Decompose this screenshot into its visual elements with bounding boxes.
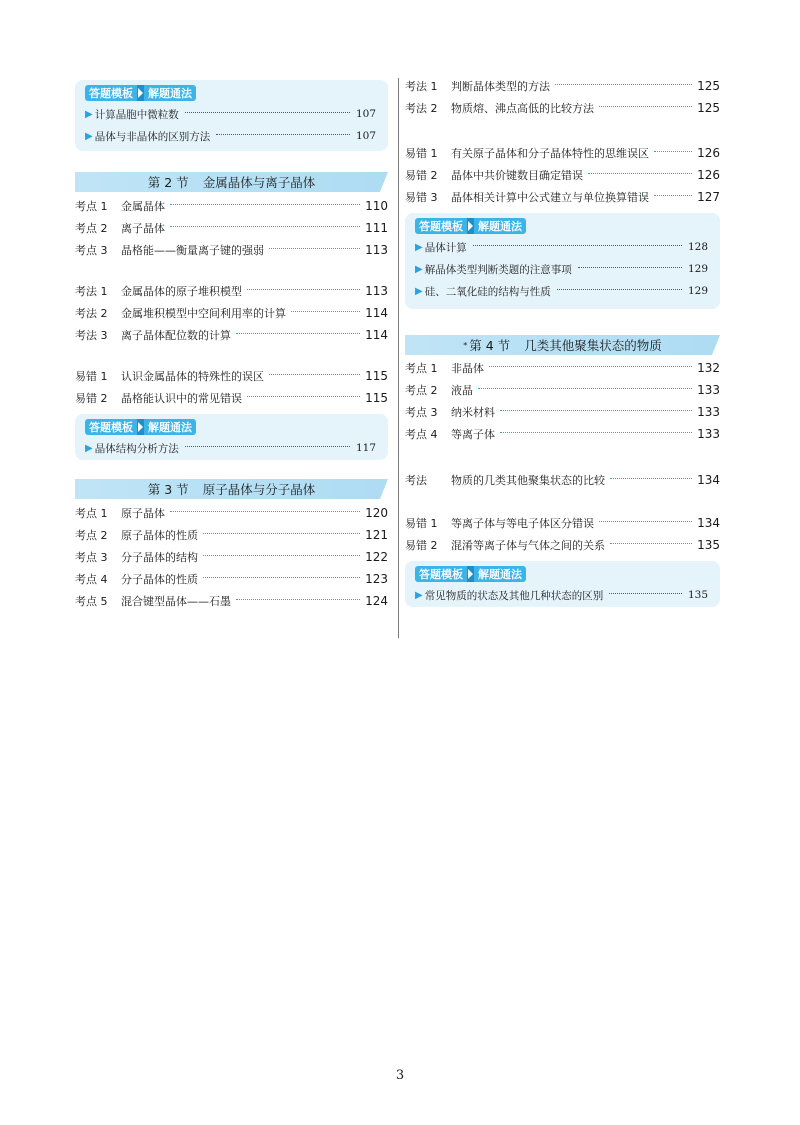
play-icon (137, 85, 144, 101)
tag-label-a: 答题模板 (85, 85, 137, 101)
toc-entry[interactable]: 考点 2 离子晶体 111 (75, 221, 388, 235)
toc-entry[interactable]: 考点 1 非晶体 132 (405, 361, 720, 375)
triangle-right-icon: ▶ (415, 241, 423, 253)
toc-entry[interactable]: 考法 3 离子晶体配位数的计算 114 (75, 328, 388, 342)
template-item[interactable]: ▶ 晶体计算 128 (415, 241, 708, 254)
toc-entry[interactable]: 考法 1 判断晶体类型的方法 125 (405, 79, 720, 93)
toc-entry[interactable]: 考点 2 液晶 133 (405, 383, 720, 397)
tag-label-b: 解题通法 (474, 218, 526, 234)
toc-entry[interactable]: 考点 5 混合键型晶体——石墨 124 (75, 594, 388, 608)
template-tag (85, 419, 196, 435)
triangle-right-icon: ▶ (415, 285, 423, 297)
template-tag (85, 85, 196, 101)
section-banner: 第 2 节 金属晶体与离子晶体 (75, 172, 388, 192)
triangle-right-icon: ▶ (85, 130, 93, 142)
template-box (75, 414, 388, 460)
toc-entry[interactable]: 易错 1 认识金属晶体的特殊性的误区 115 (75, 369, 388, 383)
toc-entry[interactable]: 易错 1 等离子体与等电子体区分错误 134 (405, 516, 720, 530)
tag-label-a: 答题模板 (85, 419, 137, 435)
toc-entry[interactable]: 考法 2 物质熔、沸点高低的比较方法 125 (405, 101, 720, 115)
play-icon (137, 419, 144, 435)
toc-entry[interactable]: 考点 3 分子晶体的结构 122 (75, 550, 388, 564)
right-column (405, 75, 720, 607)
triangle-right-icon: ▶ (85, 108, 93, 120)
template-item[interactable]: ▶ 常见物质的状态及其他几种状态的区别 135 (415, 589, 708, 602)
template-box (405, 561, 720, 607)
toc-entry[interactable]: 易错 2 混淆等离子体与气体之间的关系 135 (405, 538, 720, 552)
triangle-right-icon: ▶ (415, 263, 423, 275)
play-icon (467, 218, 474, 234)
play-icon (467, 566, 474, 582)
tag-label-b: 解题通法 (144, 85, 196, 101)
page-number: 3 (395, 1068, 405, 1083)
template-item[interactable]: ▶ 硅、二氧化硅的结构与性质 129 (415, 285, 708, 298)
left-column (75, 80, 388, 612)
template-item[interactable]: ▶ 计算晶胞中微粒数 107 (85, 108, 376, 121)
toc-entry[interactable]: 考点 3 纳米材料 133 (405, 405, 720, 419)
toc-entry[interactable]: 易错 2 晶体中共价键数目确定错误 126 (405, 168, 720, 182)
triangle-right-icon: ▶ (85, 442, 93, 454)
template-item[interactable]: ▶ 解晶体类型判断类题的注意事项 129 (415, 263, 708, 276)
tag-label-b: 解题通法 (474, 566, 526, 582)
toc-entry[interactable]: 考法 2 金属堆积模型中空间利用率的计算 114 (75, 306, 388, 320)
toc-entry[interactable]: 易错 3 晶体相关计算中公式建立与单位换算错误 127 (405, 190, 720, 204)
template-item[interactable]: ▶ 晶体与非晶体的区别方法 107 (85, 130, 376, 143)
template-item[interactable]: ▶ 晶体结构分析方法 117 (85, 442, 376, 455)
toc-entry[interactable]: 易错 1 有关原子晶体和分子晶体特性的思维误区 126 (405, 146, 720, 160)
template-tag (415, 566, 526, 582)
toc-entry[interactable]: 考点 2 原子晶体的性质 121 (75, 528, 388, 542)
toc-entry[interactable]: 易错 2 晶格能认识中的常见错误 115 (75, 391, 388, 405)
toc-entry[interactable]: 考点 1 金属晶体 110 (75, 199, 388, 213)
template-box (75, 80, 388, 151)
section-banner: 第 3 节 原子晶体与分子晶体 (75, 479, 388, 499)
toc-entry[interactable]: 考点 3 晶格能——衡量离子键的强弱 113 (75, 243, 388, 257)
toc-entry[interactable]: 考法 物质的几类其他聚集状态的比较 134 (405, 473, 720, 487)
toc-entry[interactable]: 考法 1 金属晶体的原子堆积模型 113 (75, 284, 388, 298)
template-tag (415, 218, 526, 234)
tag-label-a: 答题模板 (415, 566, 467, 582)
tag-label-b: 解题通法 (144, 419, 196, 435)
toc-entry[interactable]: 考点 1 原子晶体 120 (75, 506, 388, 520)
template-box (405, 213, 720, 309)
triangle-right-icon: ▶ (415, 589, 423, 601)
column-divider (398, 78, 399, 638)
toc-entry[interactable]: 考点 4 等离子体 133 (405, 427, 720, 441)
toc-entry[interactable]: 考点 4 分子晶体的性质 123 (75, 572, 388, 586)
section-banner: * 第 4 节 几类其他聚集状态的物质 (405, 335, 720, 355)
tag-label-a: 答题模板 (415, 218, 467, 234)
